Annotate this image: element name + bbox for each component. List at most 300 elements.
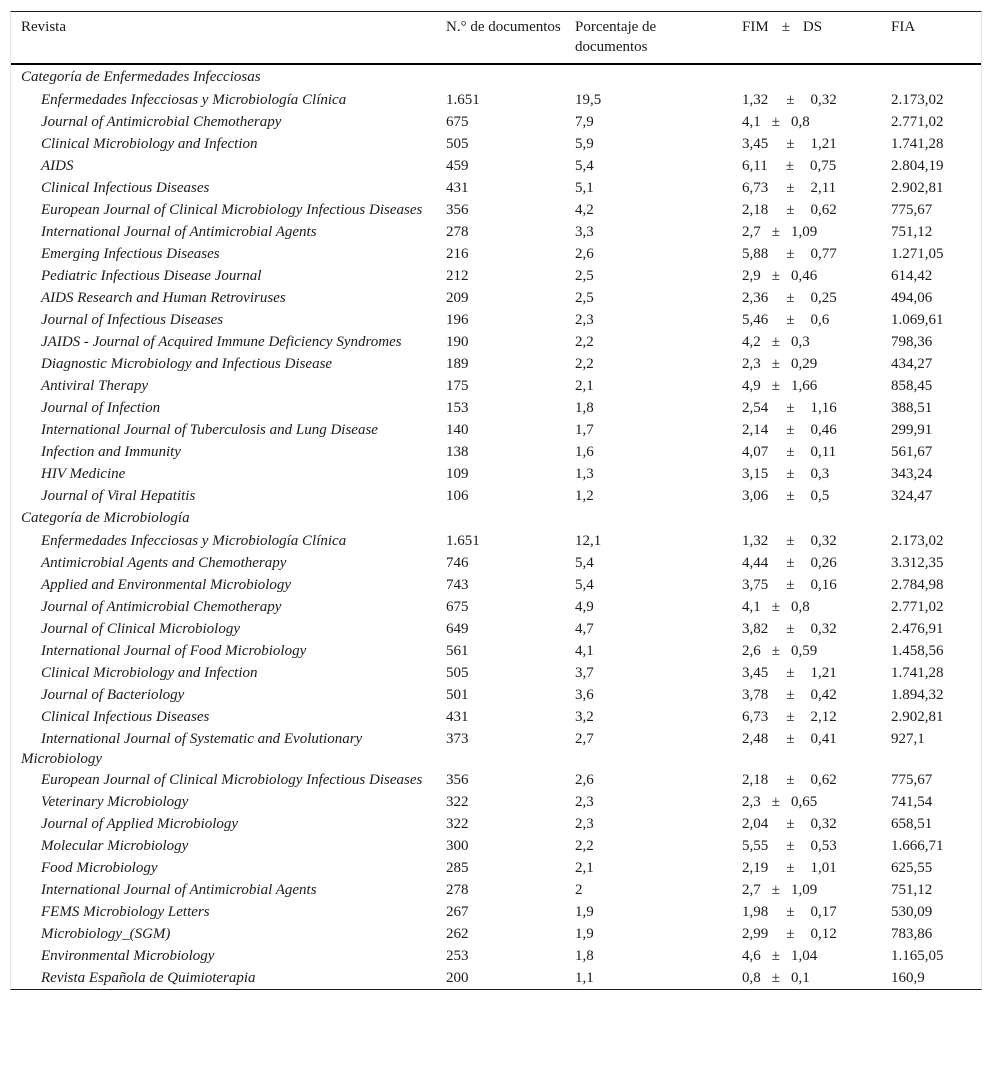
fim-ds-value xyxy=(742,597,810,617)
fim-value: 4,1 xyxy=(742,599,761,615)
fim-value: 3,15 xyxy=(742,466,769,482)
fim-ds-value xyxy=(742,858,837,878)
fim-ds-cell xyxy=(732,967,881,989)
n-documentos-cell: 196 xyxy=(446,312,469,328)
porcentaje-cell: 2,1 xyxy=(575,378,594,394)
fim-ds-value xyxy=(742,814,837,834)
porcentaje-cell: 5,1 xyxy=(575,180,594,196)
journal-name: International Journal of Food Microbiology xyxy=(41,643,307,659)
journal-name-cell xyxy=(11,901,436,923)
journal-name-cell xyxy=(11,89,436,111)
porcentaje-cell: 1,6 xyxy=(575,444,594,460)
n-documentos-cell: 278 xyxy=(446,224,469,240)
fim-value: 2,14 xyxy=(742,422,769,438)
journal-name-cell xyxy=(11,265,436,287)
plus-minus-sign: ± xyxy=(786,665,795,681)
n-documentos-cell: 200 xyxy=(446,970,469,986)
plus-minus-sign: ± xyxy=(786,488,795,504)
journal-name: Environmental Microbiology xyxy=(41,948,215,964)
fim-ds-value xyxy=(742,310,829,330)
fim-value: 2,7 xyxy=(742,882,761,898)
porcentaje-cell: 2,2 xyxy=(575,838,594,854)
plus-minus-sign: ± xyxy=(771,356,780,372)
fim-ds-cell xyxy=(732,265,881,287)
plus-minus-sign: ± xyxy=(786,444,795,460)
fim-ds-value xyxy=(742,222,817,242)
fim-ds-cell xyxy=(732,901,881,923)
table-row xyxy=(11,177,981,199)
porcentaje-cell: 1,2 xyxy=(575,488,594,504)
fim-ds-value xyxy=(742,902,837,922)
fim-ds-cell xyxy=(732,640,881,662)
fim-ds-value xyxy=(742,332,810,352)
journal-name-cell xyxy=(11,945,436,967)
header-plus-minus: ± xyxy=(781,19,790,35)
ds-value: 0,1 xyxy=(790,970,810,986)
plus-minus-sign: ± xyxy=(771,643,780,659)
journal-name: Enfermedades Infecciosas y Microbiología Clínica xyxy=(41,92,347,108)
fim-ds-value xyxy=(742,836,837,856)
journal-name: Journal of Antimicrobial Chemotherapy xyxy=(41,114,282,130)
fim-ds-cell xyxy=(732,353,881,375)
fim-ds-value xyxy=(742,486,829,506)
n-documentos-cell: 649 xyxy=(446,621,469,637)
journal-name: HIV Medicine xyxy=(41,466,126,482)
table-row xyxy=(11,923,981,945)
table-row xyxy=(11,728,981,769)
journal-name-cell xyxy=(11,662,436,684)
journal-name: Food Microbiology xyxy=(41,860,158,876)
fim-ds-cell xyxy=(732,177,881,199)
table-row xyxy=(11,331,981,353)
plus-minus-sign: ± xyxy=(786,731,795,747)
table-row xyxy=(11,441,981,463)
plus-minus-sign: ± xyxy=(771,599,780,615)
ds-value: 2,12 xyxy=(810,709,837,725)
journal-name: Molecular Microbiology xyxy=(41,838,189,854)
porcentaje-cell: 3,7 xyxy=(575,665,594,681)
journal-name: Journal of Bacteriology xyxy=(41,687,185,703)
fim-value: 5,55 xyxy=(742,838,769,854)
fim-value: 2,7 xyxy=(742,224,761,240)
fia-cell: 561,67 xyxy=(891,444,933,460)
ds-value: 0,3 xyxy=(790,334,810,350)
journal-name-cell xyxy=(11,485,436,507)
journal-name: Veterinary Microbiology xyxy=(41,794,189,810)
fim-value: 1,98 xyxy=(742,904,769,920)
table-row xyxy=(11,463,981,485)
fim-ds-value xyxy=(742,619,837,639)
ds-value: 0,46 xyxy=(810,422,837,438)
porcentaje-cell: 1,7 xyxy=(575,422,594,438)
journal-name: Infection and Immunity xyxy=(41,444,181,460)
table-row xyxy=(11,813,981,835)
porcentaje-cell: 2,3 xyxy=(575,816,594,832)
fim-ds-cell xyxy=(732,89,881,111)
fim-value: 2,99 xyxy=(742,926,769,942)
ds-value: 0,8 xyxy=(790,114,810,130)
journal-name: European Journal of Clinical Microbiology Infectious Diseases xyxy=(41,772,423,788)
journal-name: Clinical Infectious Diseases xyxy=(41,180,210,196)
fim-value: 2,19 xyxy=(742,860,769,876)
table-row xyxy=(11,769,981,791)
fim-ds-value xyxy=(742,134,837,154)
n-documentos-cell: 505 xyxy=(446,665,469,681)
fim-ds-cell xyxy=(732,945,881,967)
ds-value: 0,6 xyxy=(810,312,830,328)
header-ds: DS xyxy=(802,19,823,35)
fim-ds-value xyxy=(742,178,836,198)
fim-value: 6,73 xyxy=(742,709,769,725)
journal-name-cell xyxy=(11,923,436,945)
fim-ds-cell xyxy=(732,618,881,640)
n-documentos-cell: 216 xyxy=(446,246,469,262)
plus-minus-sign: ± xyxy=(786,772,795,788)
header-porcentaje: Porcentaje de documentos xyxy=(565,12,732,64)
fim-ds-value xyxy=(742,531,837,551)
ds-value: 0,41 xyxy=(810,731,837,747)
fim-ds-value xyxy=(742,946,817,966)
n-documentos-cell: 373 xyxy=(446,731,469,747)
porcentaje-cell: 2,5 xyxy=(575,268,594,284)
porcentaje-cell: 5,4 xyxy=(575,158,594,174)
fim-value: 3,78 xyxy=(742,687,769,703)
fia-cell: 1.666,71 xyxy=(891,838,944,854)
journal-name: Microbiology_(SGM) xyxy=(41,926,171,942)
fia-cell: 2.784,98 xyxy=(891,577,944,593)
fia-cell: 2.902,81 xyxy=(891,709,944,725)
fia-cell: 798,36 xyxy=(891,334,933,350)
ds-value: 1,09 xyxy=(790,882,818,898)
ds-value: 2,11 xyxy=(810,180,837,196)
ds-value: 0,26 xyxy=(810,555,837,571)
n-documentos-cell: 278 xyxy=(446,882,469,898)
table-header xyxy=(11,12,981,64)
fim-value: 3,45 xyxy=(742,665,769,681)
ds-value: 0,32 xyxy=(810,92,837,108)
fim-ds-cell xyxy=(732,199,881,221)
table-row xyxy=(11,155,981,177)
plus-minus-sign: ± xyxy=(771,224,780,240)
fim-value: 5,46 xyxy=(742,312,769,328)
journal-name: Diagnostic Microbiology and Infectious Disease xyxy=(41,356,333,372)
fia-cell: 388,51 xyxy=(891,400,933,416)
journal-name-cell xyxy=(11,530,436,552)
plus-minus-sign: ± xyxy=(786,466,795,482)
journal-name: Revista Española de Quimioterapia xyxy=(41,970,256,986)
table-row xyxy=(11,309,981,331)
porcentaje-cell: 2,6 xyxy=(575,246,594,262)
header-fim-ds xyxy=(732,12,881,64)
ds-value: 0,59 xyxy=(790,643,818,659)
fim-ds-cell xyxy=(732,441,881,463)
porcentaje-cell: 4,9 xyxy=(575,599,594,615)
fim-ds-cell xyxy=(732,813,881,835)
fia-cell: 2.771,02 xyxy=(891,599,944,615)
category-title: Categoría de Enfermedades Infecciosas xyxy=(21,69,261,85)
fim-ds-cell xyxy=(732,728,881,769)
porcentaje-cell: 19,5 xyxy=(575,92,602,108)
ds-value: 0,8 xyxy=(790,599,810,615)
category-row xyxy=(11,64,981,89)
fim-ds-cell xyxy=(732,243,881,265)
ds-value: 0,16 xyxy=(810,577,837,593)
ds-value: 0,12 xyxy=(810,926,837,942)
n-documentos-cell: 1.651 xyxy=(446,92,480,108)
fia-cell: 160,9 xyxy=(891,970,925,986)
fia-cell: 2.173,02 xyxy=(891,533,944,549)
fim-value: 2,04 xyxy=(742,816,769,832)
fim-ds-cell xyxy=(732,791,881,813)
table-row xyxy=(11,419,981,441)
porcentaje-cell: 1,8 xyxy=(575,948,594,964)
journal-name-cell xyxy=(11,221,436,243)
fim-value: 4,2 xyxy=(742,334,761,350)
table-row xyxy=(11,287,981,309)
journal-name-cell xyxy=(11,835,436,857)
table-row xyxy=(11,353,981,375)
ds-value: 1,21 xyxy=(810,136,837,152)
n-documentos-cell: 189 xyxy=(446,356,469,372)
n-documentos-cell: 431 xyxy=(446,180,469,196)
porcentaje-cell: 2,5 xyxy=(575,290,594,306)
fim-ds-value xyxy=(742,641,817,661)
n-documentos-cell: 106 xyxy=(446,488,469,504)
n-documentos-cell: 212 xyxy=(446,268,469,284)
porcentaje-cell: 5,9 xyxy=(575,136,594,152)
plus-minus-sign: ± xyxy=(785,158,794,174)
fim-value: 4,9 xyxy=(742,378,761,394)
fia-cell: 927,1 xyxy=(891,731,925,747)
n-documentos-cell: 138 xyxy=(446,444,469,460)
fim-ds-cell xyxy=(732,133,881,155)
plus-minus-sign: ± xyxy=(786,555,795,571)
plus-minus-sign: ± xyxy=(771,114,780,130)
plus-minus-sign: ± xyxy=(786,621,795,637)
fim-ds-value xyxy=(742,770,837,790)
fim-ds-value xyxy=(742,288,837,308)
n-documentos-cell: 322 xyxy=(446,816,469,832)
journal-name-cell xyxy=(11,552,436,574)
plus-minus-sign: ± xyxy=(786,312,795,328)
table-row xyxy=(11,596,981,618)
n-documentos-cell: 431 xyxy=(446,709,469,725)
porcentaje-cell: 2,1 xyxy=(575,860,594,876)
fia-cell: 3.312,35 xyxy=(891,555,944,571)
journal-name-cell xyxy=(11,463,436,485)
header-fim: FIM xyxy=(742,19,769,35)
fim-ds-cell xyxy=(732,221,881,243)
ds-value: 0,32 xyxy=(810,621,837,637)
plus-minus-sign: ± xyxy=(786,180,795,196)
fim-ds-value xyxy=(742,112,810,132)
fim-ds-value xyxy=(742,90,837,110)
journal-name: Applied and Environmental Microbiology xyxy=(41,577,292,593)
fia-cell: 1.069,61 xyxy=(891,312,944,328)
journal-name-cell xyxy=(11,706,436,728)
porcentaje-cell: 4,2 xyxy=(575,202,594,218)
journal-name-cell xyxy=(11,353,436,375)
porcentaje-cell: 2,3 xyxy=(575,312,594,328)
plus-minus-sign: ± xyxy=(786,246,795,262)
journal-name: Antiviral Therapy xyxy=(41,378,149,394)
table-row xyxy=(11,89,981,111)
n-documentos-cell: 140 xyxy=(446,422,469,438)
n-documentos-cell: 109 xyxy=(446,466,469,482)
plus-minus-sign: ± xyxy=(771,794,780,810)
n-documentos-cell: 505 xyxy=(446,136,469,152)
journal-name-cell xyxy=(11,618,436,640)
porcentaje-cell: 4,7 xyxy=(575,621,594,637)
journal-name-cell xyxy=(11,419,436,441)
plus-minus-sign: ± xyxy=(771,948,780,964)
fim-ds-cell xyxy=(732,111,881,133)
porcentaje-cell: 1,8 xyxy=(575,400,594,416)
fim-value: 2,18 xyxy=(742,202,769,218)
fim-ds-cell xyxy=(732,375,881,397)
n-documentos-cell: 175 xyxy=(446,378,469,394)
fia-cell: 299,91 xyxy=(891,422,933,438)
table-row xyxy=(11,397,981,419)
table-row xyxy=(11,265,981,287)
fim-ds-value xyxy=(742,200,837,220)
journal-name: Pediatric Infectious Disease Journal xyxy=(41,268,262,284)
table-row xyxy=(11,111,981,133)
fim-ds-cell xyxy=(732,835,881,857)
fim-value: 2,3 xyxy=(742,356,761,372)
fim-value: 2,3 xyxy=(742,794,761,810)
n-documentos-cell: 190 xyxy=(446,334,469,350)
porcentaje-cell: 2,3 xyxy=(575,794,594,810)
n-documentos-cell: 262 xyxy=(446,926,469,942)
fia-cell: 1.458,56 xyxy=(891,643,944,659)
fim-ds-value xyxy=(742,685,837,705)
plus-minus-sign: ± xyxy=(771,268,780,284)
fim-value: 2,48 xyxy=(742,731,769,747)
journal-name: Antimicrobial Agents and Chemotherapy xyxy=(41,555,287,571)
plus-minus-sign: ± xyxy=(786,709,795,725)
fim-value: 4,6 xyxy=(742,948,761,964)
journal-name-cell xyxy=(11,857,436,879)
ds-value: 0,53 xyxy=(810,838,837,854)
fim-ds-value xyxy=(742,442,836,462)
fim-value: 1,32 xyxy=(742,533,769,549)
plus-minus-sign: ± xyxy=(786,860,795,876)
table-row xyxy=(11,967,981,989)
journal-name: International Journal of Systematic and Evolutionary Microbiology xyxy=(21,731,363,767)
ds-value: 1,16 xyxy=(810,400,837,416)
journal-name: Clinical Infectious Diseases xyxy=(41,709,210,725)
journal-name-cell xyxy=(11,769,436,791)
n-documentos-cell: 322 xyxy=(446,794,469,810)
porcentaje-cell: 5,4 xyxy=(575,555,594,571)
plus-minus-sign: ± xyxy=(786,687,795,703)
n-documentos-cell: 253 xyxy=(446,948,469,964)
journal-name: Emerging Infectious Diseases xyxy=(41,246,220,262)
table-row xyxy=(11,857,981,879)
fia-cell: 2.771,02 xyxy=(891,114,944,130)
porcentaje-cell: 1,9 xyxy=(575,926,594,942)
fim-ds-cell xyxy=(732,923,881,945)
journal-name-cell xyxy=(11,684,436,706)
ds-value: 0,17 xyxy=(810,904,837,920)
fim-value: 3,75 xyxy=(742,577,769,593)
porcentaje-cell: 5,4 xyxy=(575,577,594,593)
journal-name-cell xyxy=(11,441,436,463)
fim-ds-cell xyxy=(732,287,881,309)
fim-value: 5,88 xyxy=(742,246,769,262)
n-documentos-cell: 1.651 xyxy=(446,533,480,549)
category-row xyxy=(11,507,981,530)
fim-ds-value xyxy=(742,244,837,264)
fia-cell: 1.165,05 xyxy=(891,948,944,964)
fim-ds-cell xyxy=(732,309,881,331)
journal-name: International Journal of Antimicrobial Agents xyxy=(41,882,317,898)
table-row xyxy=(11,879,981,901)
fim-ds-value xyxy=(742,880,817,900)
fim-ds-value xyxy=(742,663,837,683)
journal-name-cell xyxy=(11,133,436,155)
ds-value: 0,25 xyxy=(810,290,837,306)
fia-cell: 2.902,81 xyxy=(891,180,944,196)
n-documentos-cell: 209 xyxy=(446,290,469,306)
table-body xyxy=(11,64,981,989)
plus-minus-sign: ± xyxy=(786,816,795,832)
fim-value: 4,44 xyxy=(742,555,769,571)
fim-ds-value xyxy=(742,553,837,573)
ds-value: 0,62 xyxy=(810,202,837,218)
journal-name: Journal of Infection xyxy=(41,400,161,416)
fim-ds-cell xyxy=(732,530,881,552)
journal-name-cell xyxy=(11,596,436,618)
porcentaje-cell: 12,1 xyxy=(575,533,602,549)
fia-cell: 741,54 xyxy=(891,794,933,810)
fia-cell: 434,27 xyxy=(891,356,933,372)
n-documentos-cell: 743 xyxy=(446,577,469,593)
header-n-documentos: N.° de documentos xyxy=(436,12,565,64)
header-row xyxy=(11,12,981,64)
fim-ds-cell xyxy=(732,397,881,419)
journal-name: Clinical Microbiology and Infection xyxy=(41,136,258,152)
fia-cell: 2.476,91 xyxy=(891,621,944,637)
n-documentos-cell: 267 xyxy=(446,904,469,920)
porcentaje-cell: 3,6 xyxy=(575,687,594,703)
fia-cell: 783,86 xyxy=(891,926,933,942)
fia-cell: 625,55 xyxy=(891,860,933,876)
journal-name-cell xyxy=(11,177,436,199)
plus-minus-sign: ± xyxy=(786,136,795,152)
table-row xyxy=(11,221,981,243)
ds-value: 0,29 xyxy=(790,356,818,372)
journal-name: Journal of Viral Hepatitis xyxy=(41,488,196,504)
journal-name-cell xyxy=(11,967,436,989)
fim-ds-cell xyxy=(732,155,881,177)
journal-name-cell xyxy=(11,397,436,419)
fia-cell: 751,12 xyxy=(891,882,933,898)
ds-value: 0,42 xyxy=(810,687,837,703)
fim-ds-value xyxy=(742,707,837,727)
plus-minus-sign: ± xyxy=(786,577,795,593)
fim-value: 0,8 xyxy=(742,970,761,986)
fia-cell: 775,67 xyxy=(891,772,933,788)
n-documentos-cell: 356 xyxy=(446,772,469,788)
journal-name-cell xyxy=(11,243,436,265)
fim-value: 2,6 xyxy=(742,643,761,659)
table-row xyxy=(11,901,981,923)
plus-minus-sign: ± xyxy=(771,882,780,898)
porcentaje-cell: 2,2 xyxy=(575,356,594,372)
fim-ds-cell xyxy=(732,706,881,728)
